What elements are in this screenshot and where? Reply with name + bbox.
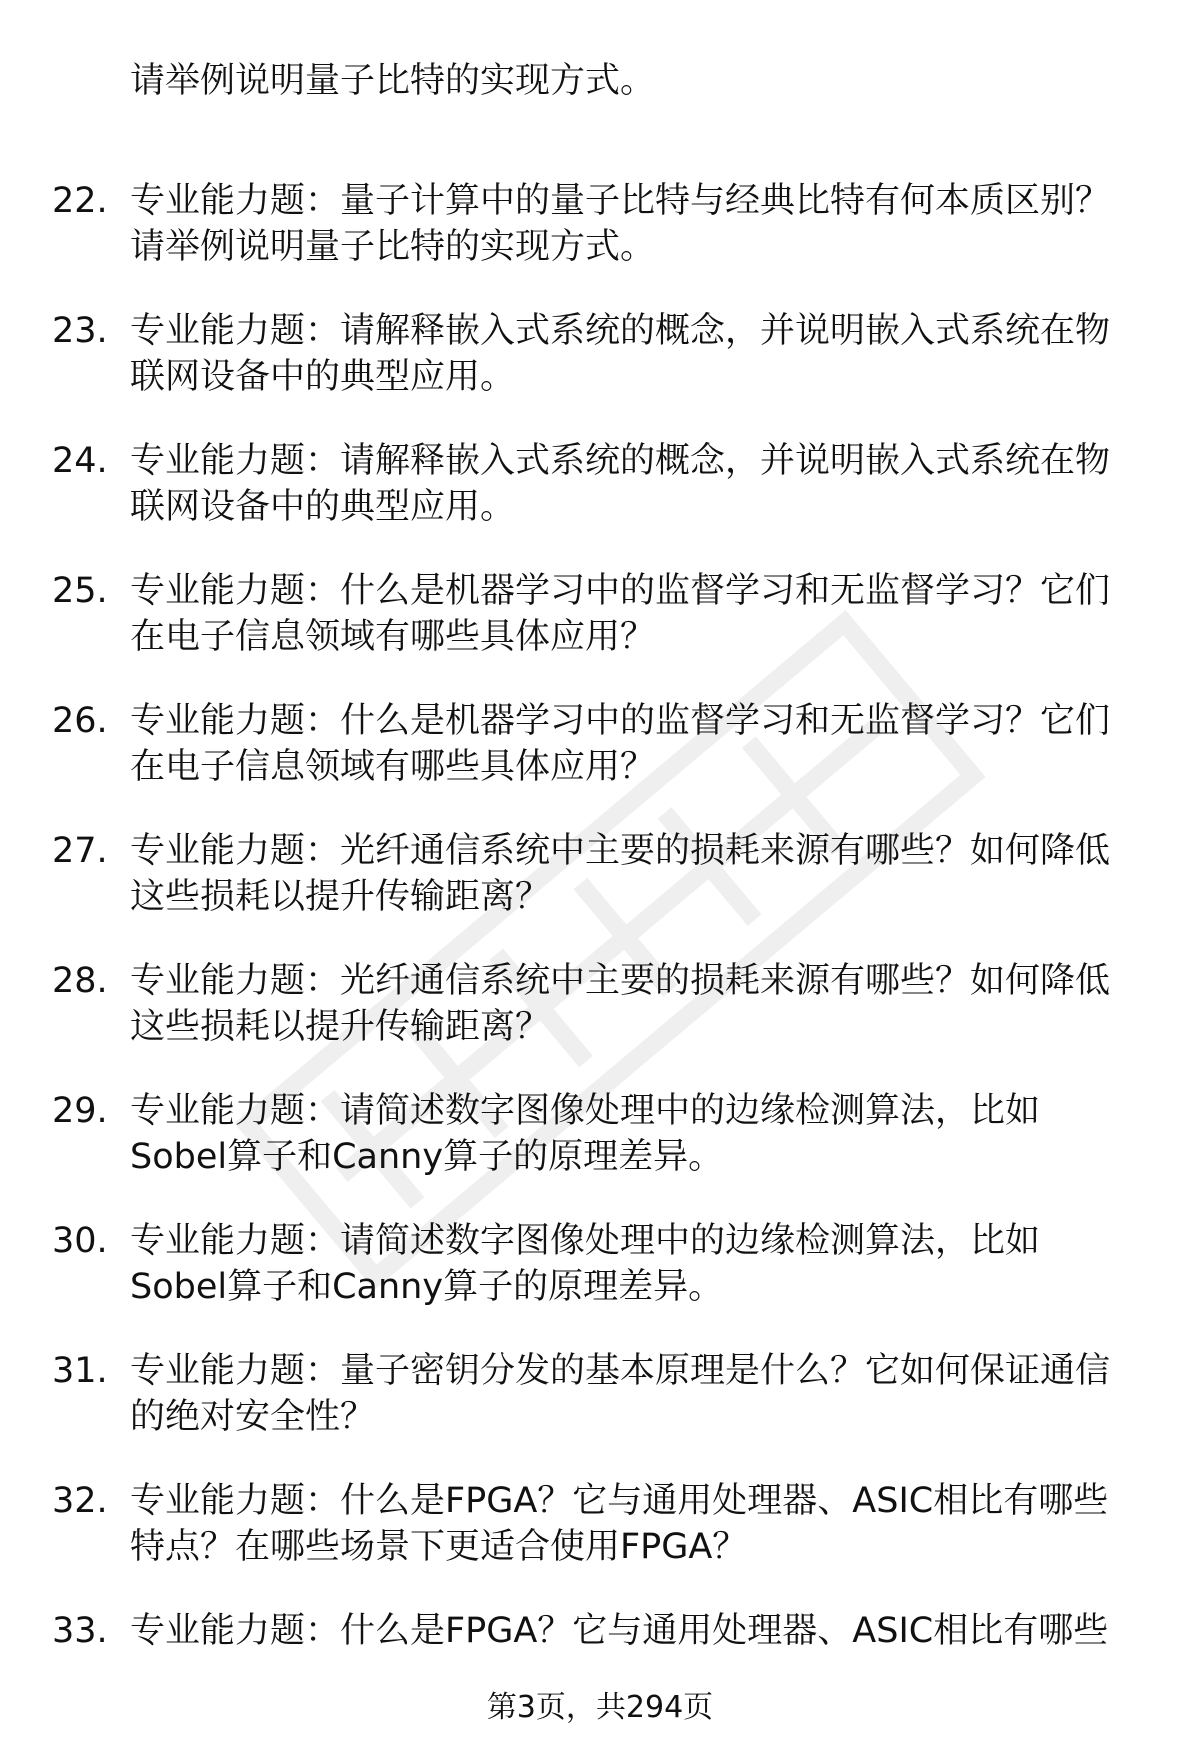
question-number: 33. xyxy=(52,1611,108,1651)
continued-question-text: 请举例说明量子比特的实现方式。 xyxy=(130,61,656,101)
list-item xyxy=(0,1088,1200,1218)
question-text-line: 特点？在哪些场景下更适合使用FPGA？ xyxy=(130,1527,748,1567)
list-item xyxy=(0,698,1200,828)
question-text-line: 专业能力题：什么是FPGA？它与通用处理器、ASIC相比有哪些 xyxy=(130,1481,1109,1521)
list-item xyxy=(0,828,1200,958)
list-item xyxy=(0,438,1200,568)
question-number: 32. xyxy=(52,1481,108,1521)
question-number: 29. xyxy=(52,1091,108,1131)
question-number: 25. xyxy=(52,571,108,611)
question-text-line: 在电子信息领域有哪些具体应用？ xyxy=(130,747,656,787)
list-item xyxy=(0,568,1200,698)
question-number: 22. xyxy=(52,181,108,221)
question-text-line: 专业能力题：什么是机器学习中的监督学习和无监督学习？它们 xyxy=(130,701,1111,741)
page-footer: 第3页，共294页 xyxy=(486,1690,714,1725)
question-text-line: 这些损耗以提升传输距离？ xyxy=(130,1007,551,1047)
question-list xyxy=(0,178,1200,1738)
question-text-line: 专业能力题：什么是FPGA？它与通用处理器、ASIC相比有哪些 xyxy=(130,1611,1109,1651)
question-number: 26. xyxy=(52,701,108,741)
question-text-line: Sobel算子和Canny算子的原理差异。 xyxy=(130,1137,724,1177)
question-text-line: 这些损耗以提升传输距离？ xyxy=(130,877,551,917)
list-item xyxy=(0,178,1200,308)
question-text-line: 的绝对安全性？ xyxy=(130,1397,376,1437)
list-item xyxy=(0,1348,1200,1478)
question-text-line: 专业能力题：量子计算中的量子比特与经典比特有何本质区别？ xyxy=(130,181,1111,221)
question-number: 28. xyxy=(52,961,108,1001)
question-number: 30. xyxy=(52,1221,108,1261)
question-text-line: 专业能力题：请简述数字图像处理中的边缘检测算法，比如 xyxy=(130,1091,1041,1131)
list-item xyxy=(0,308,1200,438)
question-number: 23. xyxy=(52,311,108,351)
list-item xyxy=(0,958,1200,1088)
question-text-line: 专业能力题：请解释嵌入式系统的概念，并说明嵌入式系统在物 xyxy=(130,311,1111,351)
question-text-line: 专业能力题：什么是机器学习中的监督学习和无监督学习？它们 xyxy=(130,571,1111,611)
question-number: 24. xyxy=(52,441,108,481)
question-text-line: 专业能力题：量子密钥分发的基本原理是什么？它如何保证通信 xyxy=(130,1351,1111,1391)
question-text-line: 在电子信息领域有哪些具体应用？ xyxy=(130,617,656,657)
question-number: 31. xyxy=(52,1351,108,1391)
question-text-line: Sobel算子和Canny算子的原理差异。 xyxy=(130,1267,724,1307)
question-text-line: 请举例说明量子比特的实现方式。 xyxy=(130,227,656,267)
question-text-line: 专业能力题：请解释嵌入式系统的概念，并说明嵌入式系统在物 xyxy=(130,441,1111,481)
question-text-line: 专业能力题：光纤通信系统中主要的损耗来源有哪些？如何降低 xyxy=(130,961,1111,1001)
question-text-line: 联网设备中的典型应用。 xyxy=(130,487,516,527)
question-number: 27. xyxy=(52,831,108,871)
list-item xyxy=(0,1218,1200,1348)
list-item xyxy=(0,1478,1200,1608)
question-text-line: 专业能力题：光纤通信系统中主要的损耗来源有哪些？如何降低 xyxy=(130,831,1111,871)
question-text-line: 联网设备中的典型应用。 xyxy=(130,357,516,397)
question-text-line: 专业能力题：请简述数字图像处理中的边缘检测算法，比如 xyxy=(130,1221,1041,1261)
